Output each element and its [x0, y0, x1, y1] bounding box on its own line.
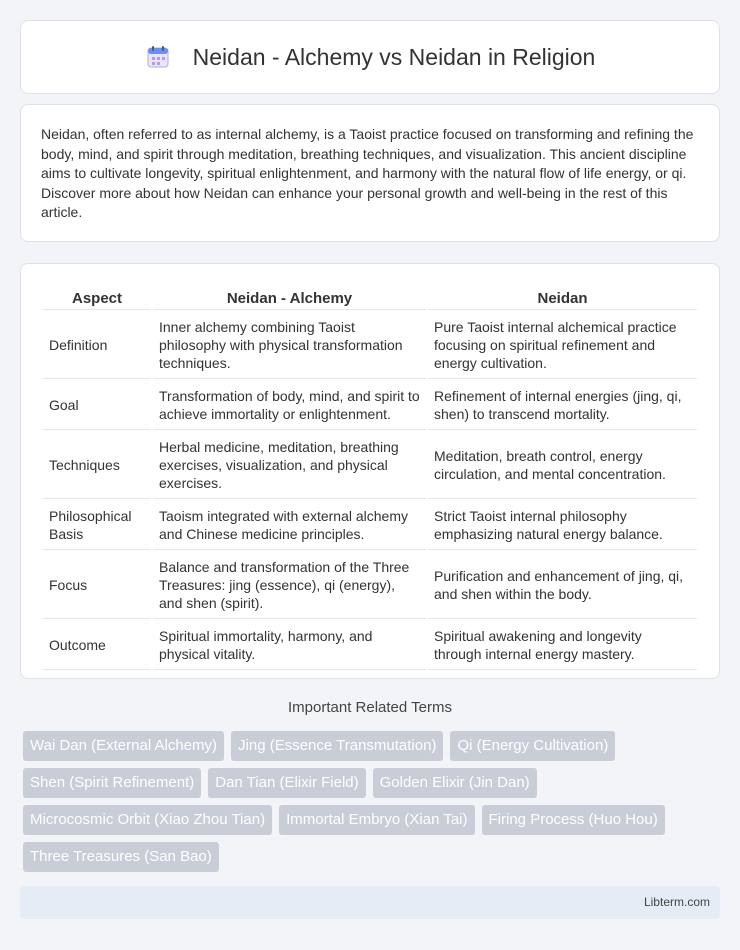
related-term-tag[interactable]: Wai Dan (External Alchemy) [23, 731, 224, 761]
related-term-tag[interactable]: Shen (Spirit Refinement) [23, 768, 201, 798]
related-term-tag[interactable]: Jing (Essence Transmutation) [231, 731, 443, 761]
intro-card [20, 104, 720, 242]
related-terms-list [23, 731, 723, 872]
row-aspect: Focus [43, 552, 151, 619]
row-alchemy-value: Herbal medicine, meditation, breathing exercises, visualization, and physical exercises. [153, 432, 426, 499]
header-neidan: Neidan [428, 286, 697, 310]
row-neidan-value: Purification and enhancement of jing, qi, and shen within the body. [428, 552, 697, 619]
table-row [43, 501, 697, 550]
header-aspect: Aspect [43, 286, 151, 310]
table-row [43, 312, 697, 379]
header-neidan-alchemy: Neidan - Alchemy [153, 286, 426, 310]
row-aspect: Outcome [43, 621, 151, 670]
related-term-tag[interactable]: Golden Elixir (Jin Dan) [373, 768, 537, 798]
row-aspect: Techniques [43, 432, 151, 499]
intro-text: Neidan, often referred to as internal alchemy, is a Taoist practice focused on transforming and refining the body, mind, and spirit through meditation, breathing techniques, and visualization. This ancient discipline aims to cultivate longevity, spiritual enlightenment, and harmony with the natural flow of life energy, or qi. Discover more about how Neidan can enhance your personal growth and well-being in the rest of this article. [41, 126, 694, 220]
related-terms-title: Important Related Terms [288, 699, 452, 716]
comparison-table [41, 284, 699, 672]
row-alchemy-value: Spiritual immortality, harmony, and physical vitality. [153, 621, 426, 670]
footer-site-link[interactable]: Libterm.com [643, 895, 710, 909]
calendar-icon [145, 44, 171, 70]
related-term-tag[interactable]: Qi (Energy Cultivation) [450, 731, 615, 761]
related-term-tag[interactable]: Microcosmic Orbit (Xiao Zhou Tian) [23, 805, 272, 835]
row-alchemy-value: Transformation of body, mind, and spirit to achieve immortality or enlightenment. [153, 381, 426, 430]
row-neidan-value: Spiritual awakening and longevity through internal energy mastery. [428, 621, 697, 670]
related-term-tag[interactable]: Firing Process (Huo Hou) [482, 805, 665, 835]
header-card [20, 20, 720, 94]
row-neidan-value: Pure Taoist internal alchemical practice focusing on spiritual refinement and energy cultivation. [428, 312, 697, 379]
page-title: Neidan - Alchemy vs Neidan in Religion [192, 43, 596, 70]
row-alchemy-value: Taoism integrated with external alchemy and Chinese medicine principles. [153, 501, 426, 550]
row-neidan-value: Strict Taoist internal philosophy emphasizing natural energy balance. [428, 501, 697, 550]
comparison-table-card [20, 263, 720, 679]
table-row [43, 381, 697, 430]
footer [20, 886, 720, 919]
related-term-tag[interactable]: Immortal Embryo (Xian Tai) [279, 805, 474, 835]
table-header-row [43, 286, 697, 310]
row-neidan-value: Refinement of internal energies (jing, qi, shen) to transcend mortality. [428, 381, 697, 430]
table-row [43, 621, 697, 670]
table-row [43, 552, 697, 619]
row-aspect: Goal [43, 381, 151, 430]
table-row [43, 432, 697, 499]
row-alchemy-value: Balance and transformation of the Three Treasures: jing (essence), qi (energy), and shen (spirit). [153, 552, 426, 619]
related-term-tag[interactable]: Three Treasures (San Bao) [23, 842, 219, 872]
row-aspect: Philosophical Basis [43, 501, 151, 550]
row-aspect: Definition [43, 312, 151, 379]
row-alchemy-value: Inner alchemy combining Taoist philosophy with physical transformation techniques. [153, 312, 426, 379]
row-neidan-value: Meditation, breath control, energy circulation, and mental concentration. [428, 432, 697, 499]
related-term-tag[interactable]: Dan Tian (Elixir Field) [208, 768, 365, 798]
